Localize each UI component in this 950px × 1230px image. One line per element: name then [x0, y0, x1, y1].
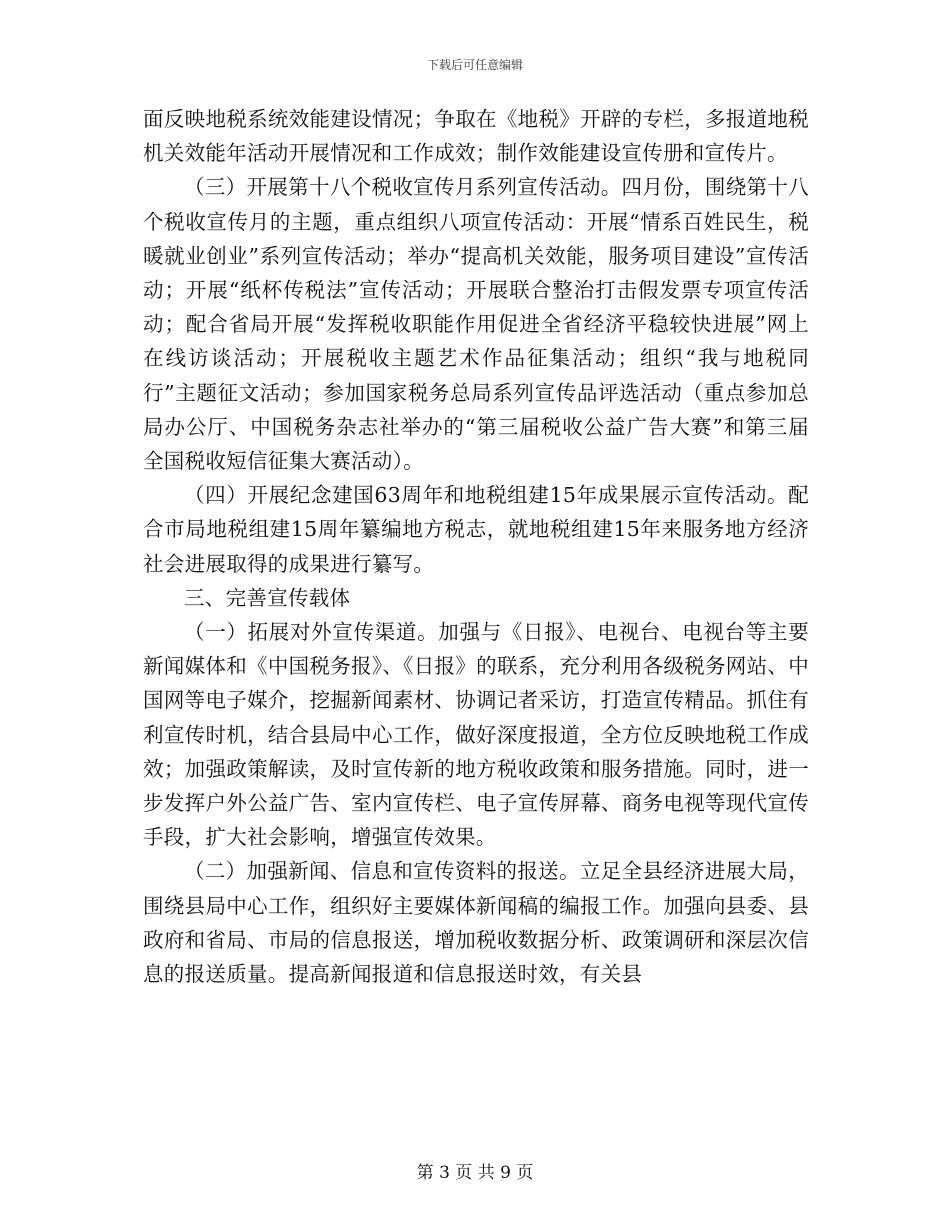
page-number: 第 3 页 共 9 页	[416, 1163, 534, 1183]
document-body	[143, 102, 809, 991]
paragraph-continued: 面反映地税系统效能建设情况；争取在《地税》开辟的专栏，多报道地税机关效能年活动开展情况和工作成效；制作效能建设宣传册和宣传片。	[143, 107, 809, 166]
paragraph-anniversary: （四）开展纪念建国63周年和地税组建15年成果展示宣传活动。配合市局地税组建15周年纂编地方税志，就地税组建15年来服务地方经济社会进展取得的成果进行纂写。	[143, 483, 809, 576]
page-header: 下载后可任意编辑	[426, 58, 523, 72]
paragraph-external-channels: （一）拓展对外宣传渠道。加强与《日报》、电视台、电视台等主要新闻媒体和《中国税务报》、《日报》的联系，充分利用各级税务网站、中国网等电子媒介，挖掘新闻素材、协调记者采访，打造宣传精品。抓住有利宣传时机，结合县局中心工作，做好深度报道，全方位反映地税工作成效；加强政策解读，及时宣传新的地方税收政策和服务措施。同时，进一步发挥户外公益广告、室内宣传栏、电子宣传屏幕、商务电视等现代宣传手段，扩大社会影响，增强宣传效果。	[143, 620, 809, 850]
paragraph-news-reporting: （二）加强新闻、信息和宣传资料的报送。立足全县经济进展大局，围绕县局中心工作，组织好主要媒体新闻稿的编报工作。加强向县委、县政府和省局、市局的信息报送，增加税收数据分析、政策调研和深层次信息的报送质量。提高新闻报道和信息报送时效，有关县	[143, 859, 809, 987]
section-heading: 三、完善宣传载体	[184, 585, 351, 610]
paragraph-tax-month: （三）开展第十八个税收宣传月系列宣传活动。四月份，围绕第十八个税收宣传月的主题，重点组织八项宣传活动：开展“情系百姓民生，税暖就业创业”系列宣传活动；举办“提高机关效能，服务项目建设”宣传活动；开展“纸杯传税法”宣传活动；开展联合整治打击假发票专项宣传活动；配合省局开展“发挥税收职能作用促进全省经济平稳较快进展”网上在线访谈活动；开展税收主题艺术作品征集活动；组织“我与地税同行”主题征文活动；参加国家税务总局系列宣传品评选活动（重点参加总局办公厅、中国税务杂志社举办的“第三届税收公益广告大赛”和第三届全国税收短信征集大赛活动）。	[143, 175, 809, 474]
